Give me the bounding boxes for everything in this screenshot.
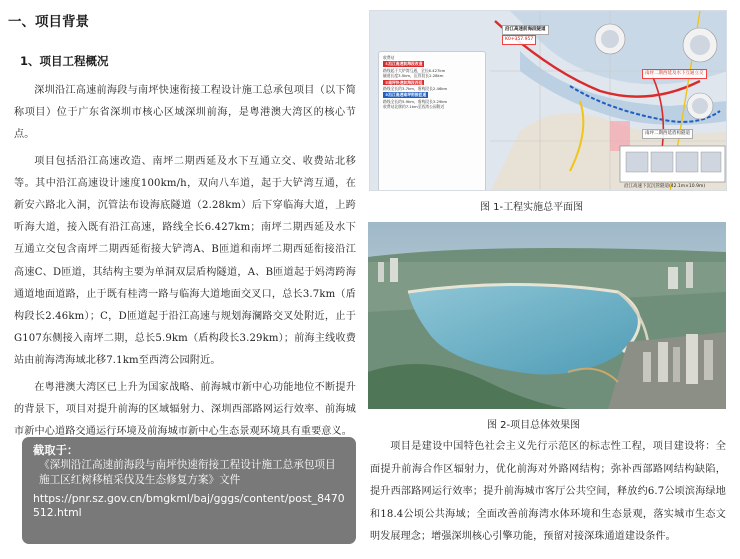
body-text: [14, 80, 356, 447]
legend-line: 收费站北移约7.1km至西湾公园附近: [383, 104, 445, 110]
project-rendering: [368, 222, 726, 409]
excerpt-title: 《深圳沿江高速前海段与南坪快速衔接工程设计施工总承包项目施工区红树移植采伐及生态修复方案》文件: [39, 459, 336, 486]
legend-tag: ②南坪快速前海段西延: [385, 79, 423, 85]
legend-line: 路线起于大铲湾互通，全长6.427km: [383, 67, 446, 73]
subsection-heading: 1、项目工程概况: [20, 54, 109, 68]
map-label-bottom-right: 沿江高速下沉沉管隧道(42.1m×10.9m): [624, 184, 706, 189]
legend-line: 路线全长约5.9km，盾构段长3.29km: [383, 98, 448, 104]
paragraph-significance: 在粤港澳大湾区已上升为国家战略、前海城市新中心功能地位不断提升的背景下，项目对提升前海的区域辐射力、深圳西部路网运行效率、前海城市新中心道路交通运行环境及前海城市新中心生态景观环境具有重要意义。: [14, 381, 356, 438]
excerpt-label: 截取于：: [33, 444, 79, 457]
site-plan-legend: [378, 51, 486, 191]
source-excerpt-box: [22, 437, 356, 544]
paragraph-intro: 深圳沿江高速前海段与南坪快速衔接工程设计施工总承包项目（以下简称项目）位于广东省深圳市核心区域深圳前海，是粤港澳大湾区的核心节点。: [14, 85, 356, 141]
legend-tag: ③沿江高速南坪衔接匝道: [385, 92, 427, 98]
map-label-right-2: 南坪二期西延盾构隧道: [642, 129, 693, 139]
map-label-top-title: 沿江高速前海段隧道: [502, 25, 549, 35]
legend-line: 收费站: [383, 55, 395, 60]
rendering-image: [368, 222, 726, 409]
figure2-caption: 图 2-项目总体效果图: [487, 420, 581, 431]
paragraph-goals: 项目是建设中国特色社会主义先行示范区的标志性工程，项目建设将：全面提升前海合作区辐射力，优化前海对外路网结构；弥补西部路网结构缺陷，提升西部路网运行效率；提升前海城市客厅公共空间，释放约6.7公顷滨海绿地和18.4公顷公共海域；全面改善前海湾水体环境和生态景观，落实城市生态文明发展理念；增强深圳核心引擎功能，预留对接深珠通道建设条件。: [370, 441, 726, 543]
legend-tag: ①沿江高速前海段改造: [385, 61, 423, 67]
map-label-right-1: 南坪二期西延及水下互通立交: [642, 69, 707, 79]
legend-line: 路线全长约3.7km，盾构段长2.46km: [383, 86, 448, 92]
section-heading: 一、项目背景: [8, 14, 89, 30]
figure1-caption: 图 1-工程实施总平面图: [480, 202, 584, 213]
site-plan-figure: [369, 10, 727, 191]
map-label-top-sub: K0+357.957: [502, 35, 536, 45]
legend-line: 隧道长度3.5km，沉管段长2.28km: [383, 73, 444, 79]
excerpt-url-link[interactable]: https://pnr.sz.gov.cn/bmgkml/baj/gggs/content/post_8470512.html: [33, 491, 345, 520]
paragraph-scope: 项目包括沿江高速改造、南坪二期西延及水下互通立交、收费站北移等。其中沿江高速设计速度100km/h，双向八车道，起于大铲湾互通，在新安六路北入洞，沉管法布设海底隧道（2.28km）后下穿临海大道，上跨听海大道，接入既有沿江高速，路线全长6.427km；南坪二期西延及水下互通立交包含南坪二期西延衔接大铲湾A、B匝道和南坪二期西延衔接沿江高速C、D匝道，其结构主要为单洞双层盾构隧道，A、B匝道起于妈湾跨海通道地面道路，止于既有桂湾一路与临海大道地面交叉口，总长3.7km（盾构段长2.46km）；C，D匝道起于沿江高速与规划海澜路交叉处附近，止于G107东侧接入南坪二期，总长5.9km（盾构段长3.29km）；前海主线收费站由前海湾海域北移7.1km至西湾公园附近。: [14, 155, 356, 367]
